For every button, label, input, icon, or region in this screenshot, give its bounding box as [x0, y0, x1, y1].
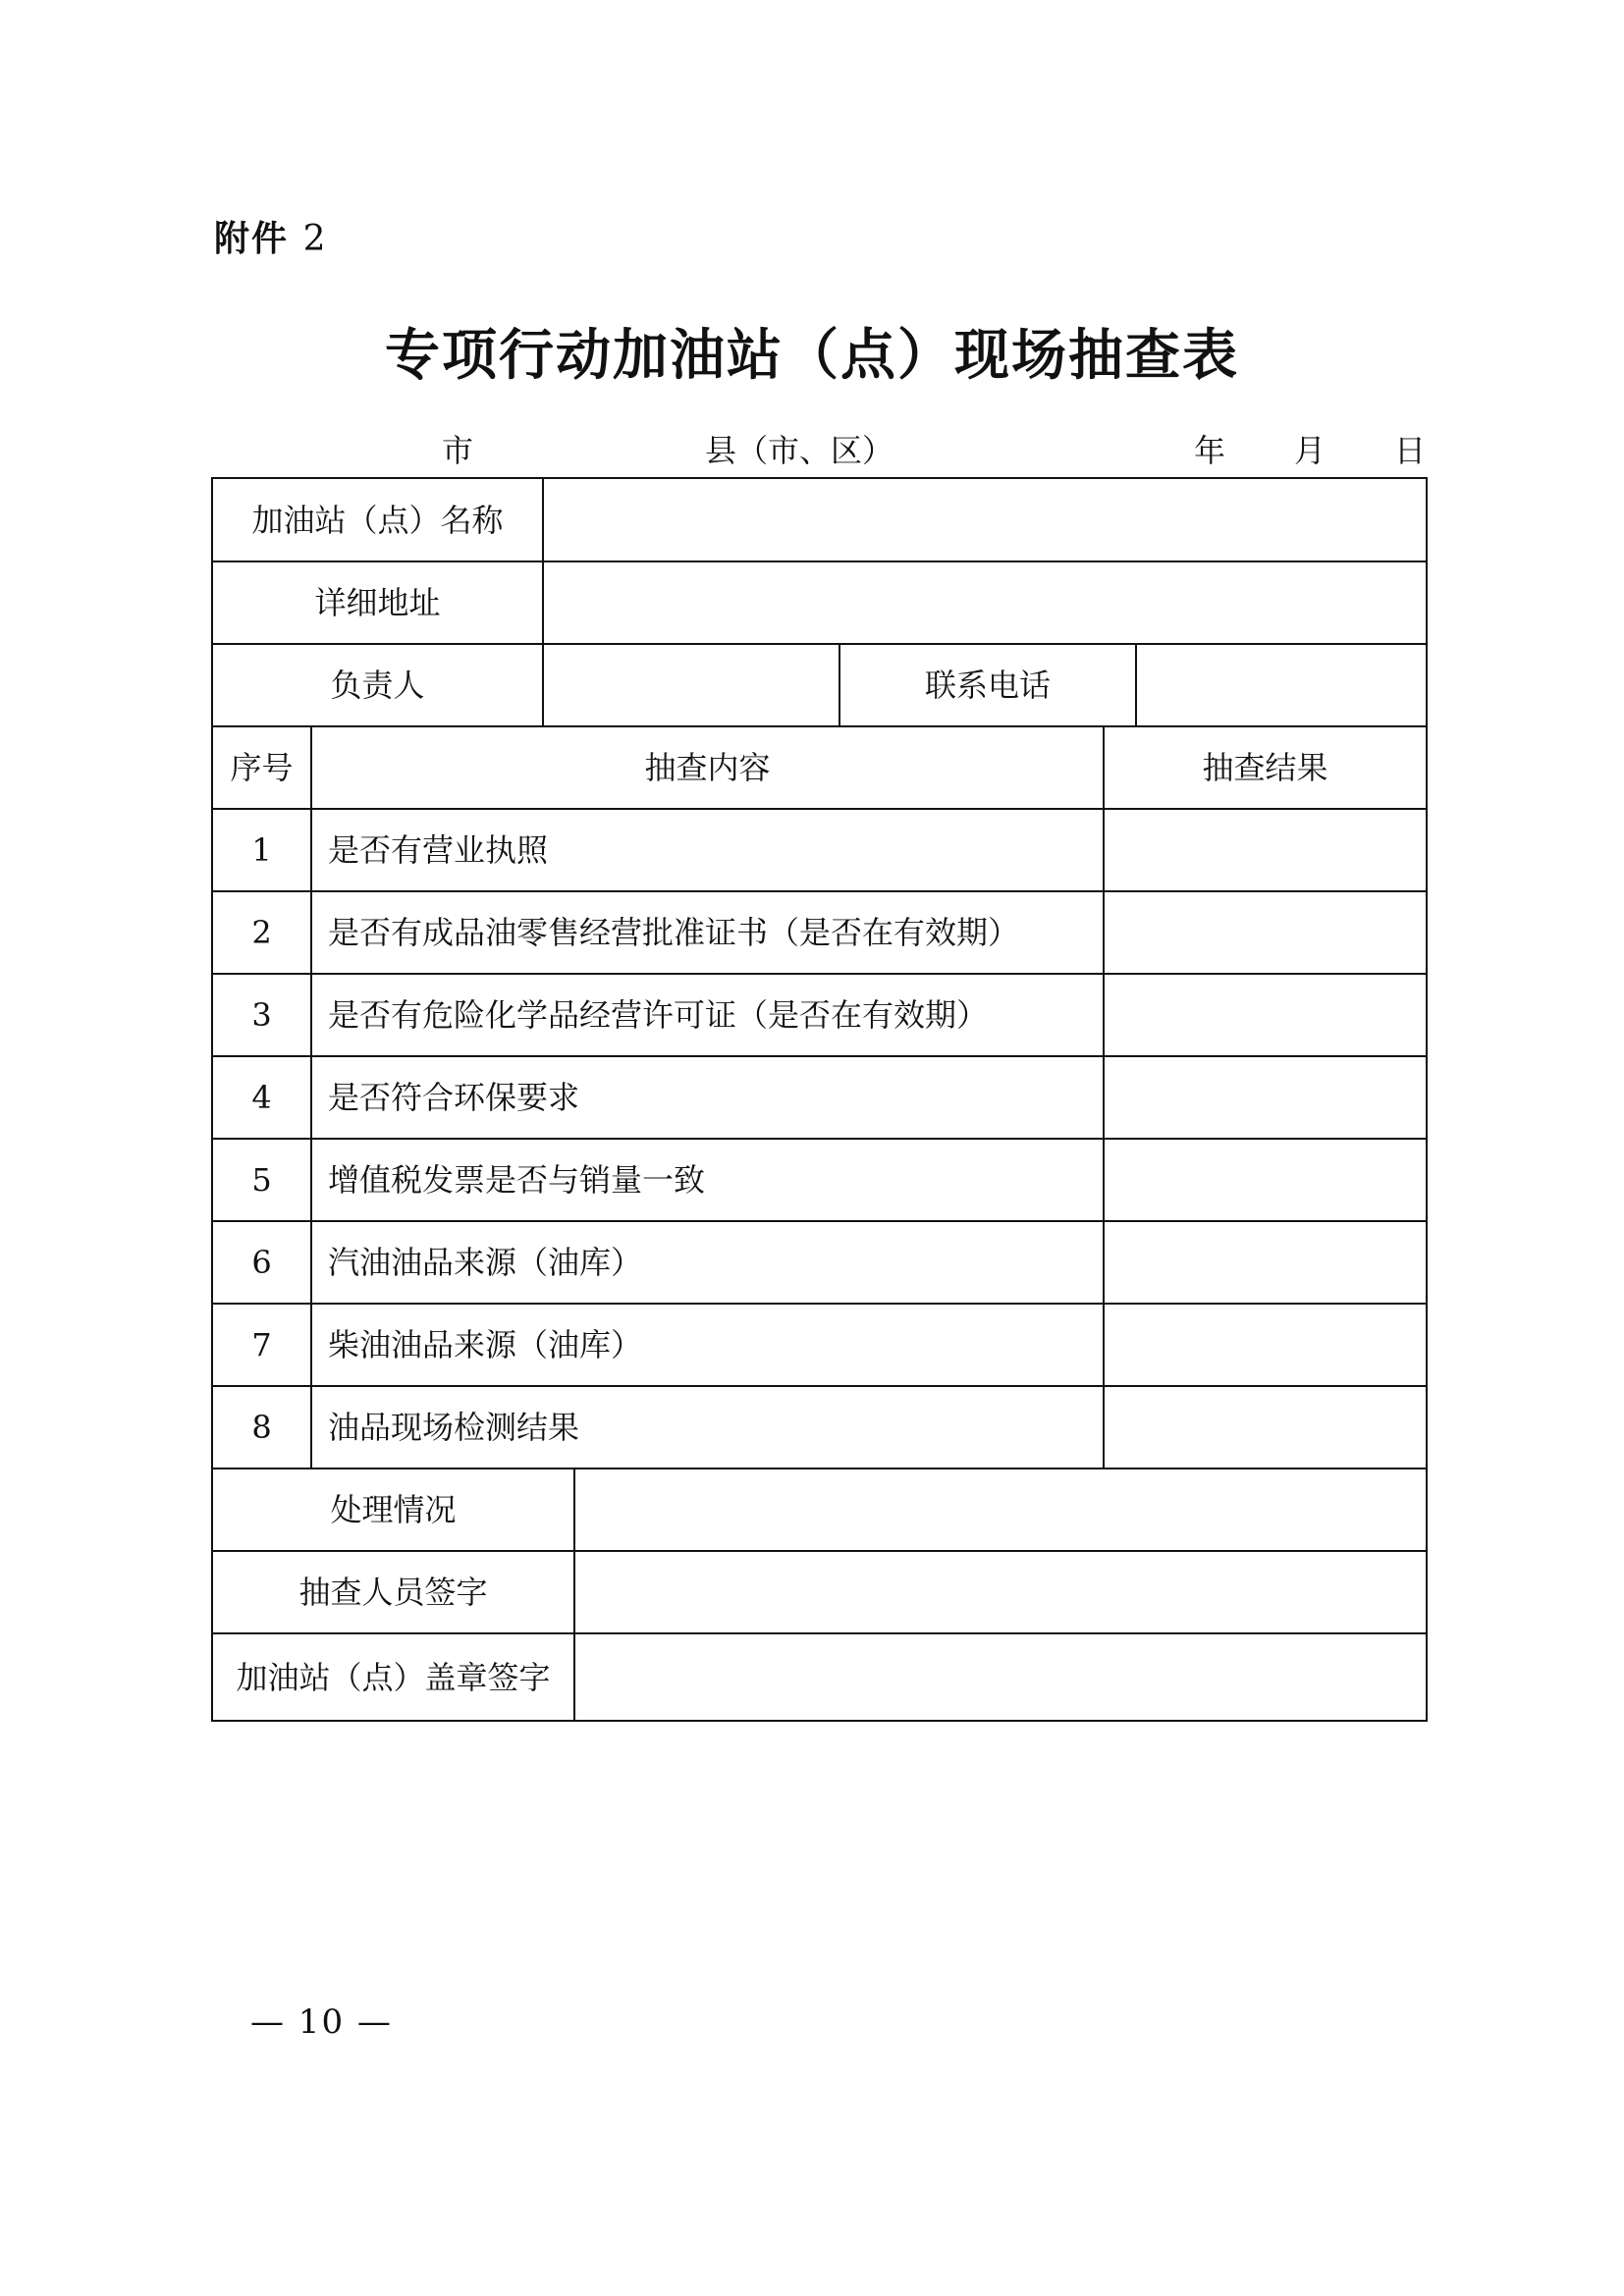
inspection-table [211, 477, 1428, 1722]
manager-field[interactable] [544, 645, 839, 725]
year-label: 年 [1194, 432, 1226, 469]
attachment-text: 附件 [214, 219, 290, 259]
address-label: 详细地址 [314, 584, 441, 621]
item-no: 8 [251, 1409, 272, 1446]
phone-label: 联系电话 [924, 667, 1051, 704]
attachment-number: 2 [302, 219, 328, 259]
item-result-field[interactable] [1105, 1140, 1426, 1220]
station-seal-label: 加油站（点）盖章签字 [236, 1658, 551, 1696]
address-field[interactable] [544, 562, 1426, 643]
item-content: 增值税发票是否与销量一致 [328, 1161, 706, 1199]
item-content: 是否符合环保要求 [328, 1079, 580, 1116]
item-result-field[interactable] [1105, 975, 1426, 1055]
item-result-field[interactable] [1105, 1222, 1426, 1303]
item-no: 3 [251, 996, 272, 1034]
item-no: 7 [251, 1326, 272, 1363]
handling-field[interactable] [575, 1469, 1426, 1550]
item-result-field[interactable] [1105, 892, 1426, 973]
inspector-sign-label: 抽查人员签字 [298, 1574, 488, 1611]
item-no: 2 [251, 914, 272, 951]
page-number: — 10 — [250, 2002, 393, 2042]
city-label: 市 [442, 432, 474, 469]
item-no: 1 [251, 831, 272, 869]
attachment-label [214, 211, 327, 261]
header-content: 抽查内容 [644, 749, 771, 786]
station-seal-field[interactable] [575, 1634, 1426, 1720]
item-content: 是否有危险化学品经营许可证（是否在有效期） [328, 996, 989, 1034]
page-title: 专项行动加油站（点）现场抽查表 [385, 324, 1239, 388]
item-content: 是否有成品油零售经营批准证书（是否在有效期） [328, 914, 1020, 951]
month-label: 月 [1294, 432, 1326, 469]
inspector-sign-field[interactable] [575, 1552, 1426, 1632]
header-result: 抽查结果 [1202, 749, 1328, 786]
item-result-field[interactable] [1105, 1387, 1426, 1468]
item-result-field[interactable] [1105, 1057, 1426, 1138]
station-name-label: 加油站（点）名称 [251, 501, 504, 539]
item-content: 柴油油品来源（油库） [328, 1326, 643, 1363]
manager-label: 负责人 [330, 667, 425, 704]
phone-field[interactable] [1137, 645, 1426, 725]
station-name-field[interactable] [544, 479, 1426, 561]
item-no: 6 [251, 1244, 272, 1281]
header-no: 序号 [230, 749, 294, 786]
county-label: 县（市、区） [705, 432, 894, 469]
item-content: 油品现场检测结果 [328, 1409, 580, 1446]
item-no: 4 [251, 1079, 272, 1116]
item-content: 汽油油品来源（油库） [328, 1244, 643, 1281]
item-result-field[interactable] [1105, 1305, 1426, 1385]
item-content: 是否有营业执照 [328, 831, 549, 869]
item-result-field[interactable] [1105, 810, 1426, 890]
day-label: 日 [1394, 432, 1427, 469]
item-no: 5 [251, 1161, 272, 1199]
handling-label: 处理情况 [330, 1491, 457, 1528]
